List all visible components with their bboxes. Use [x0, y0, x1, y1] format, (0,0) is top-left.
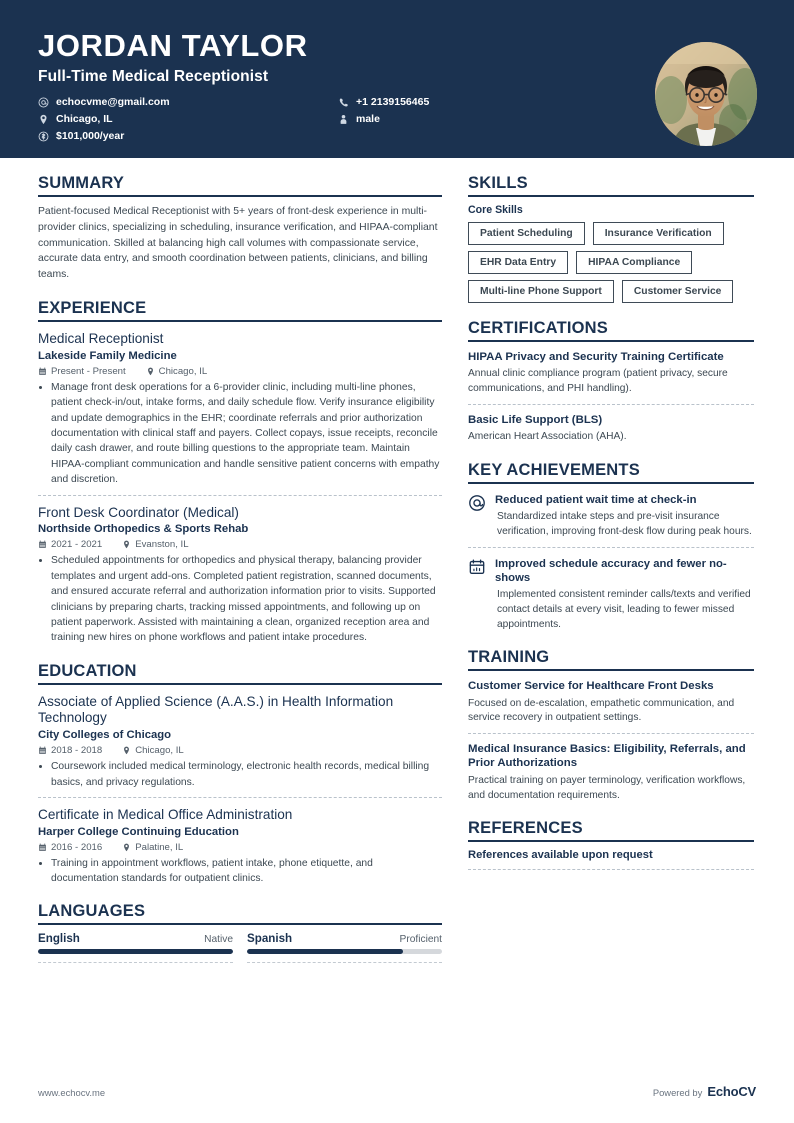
- email-icon: [38, 97, 49, 108]
- training-rule: [468, 669, 754, 671]
- skill-tag: Multi-line Phone Support: [468, 280, 614, 303]
- skills-tag-list: [468, 222, 754, 303]
- contact-gender-text: male: [356, 112, 380, 125]
- contact-salary-text: $101,000/year: [56, 129, 125, 142]
- language-progress-fill: [38, 949, 233, 954]
- calendar-icon: [38, 746, 47, 755]
- calendar-icon: [38, 367, 47, 376]
- experience-org: Northside Orthopedics & Sports Rehab: [38, 523, 249, 536]
- contact-location-text: Chicago, IL: [56, 112, 113, 125]
- experience-bullets: [38, 553, 442, 646]
- languages-row: [38, 932, 442, 963]
- contact-email[interactable]: [38, 97, 338, 108]
- language-name: Spanish: [247, 932, 293, 946]
- location-pin-icon: [122, 540, 131, 549]
- location-pin-icon: [38, 114, 49, 125]
- person-icon: [338, 114, 349, 125]
- section-languages: [38, 902, 442, 963]
- right-column: [468, 174, 754, 874]
- at-target-icon: [468, 494, 486, 512]
- language-progress-track: [247, 949, 442, 954]
- section-summary: [38, 174, 442, 283]
- location-pin-icon: [146, 367, 155, 376]
- skill-tag: EHR Data Entry: [468, 251, 568, 274]
- left-column: [38, 174, 442, 967]
- skills-heading: SKILLS: [468, 174, 528, 192]
- certification-desc: American Heart Association (AHA).: [468, 431, 627, 443]
- training-title: Customer Service for Healthcare Front Desks: [468, 680, 714, 693]
- skill-tag: Customer Service: [622, 280, 734, 303]
- language-item: [38, 932, 233, 963]
- language-progress-fill: [247, 949, 403, 954]
- language-item: [247, 932, 442, 963]
- certifications-heading: CERTIFICATIONS: [468, 319, 608, 337]
- section-certifications: [468, 319, 754, 445]
- avatar: [655, 42, 757, 146]
- candidate-job-title: Full-Time Medical Receptionist: [38, 67, 269, 85]
- achievement-entry: [468, 491, 754, 540]
- contact-email-text: echocvme@gmail.com: [56, 95, 170, 108]
- education-dates: 2018 - 2018: [51, 745, 103, 757]
- section-experience: [38, 299, 442, 646]
- education-location: Chicago, IL: [135, 745, 184, 757]
- references-text: References available upon request: [468, 849, 653, 862]
- entry-divider: [468, 404, 754, 405]
- experience-entry: [38, 329, 442, 488]
- achievement-title: Reduced patient wait time at check-in: [495, 493, 697, 506]
- language-progress-track: [38, 949, 233, 954]
- education-degree: Associate of Applied Science (A.A.S.) in Health Information Technology: [38, 693, 394, 726]
- calendar-chart-icon: [468, 558, 486, 576]
- section-education: [38, 662, 442, 886]
- language-divider: [247, 962, 442, 963]
- bullet: • Scheduled appointments for orthopedics and physical therapy, balancing provider templates and urgent add-ons. Completed patient registration, scanned documents, and ensured accurate referral and authorization information prior to visits. Supported clinicians by preparing charts, tracking missed appointments, and following up on patient paperwork. Assisted with maintaining a clean, organized reception area and training new hires on phone workflows and patient intake procedures.: [51, 553, 442, 646]
- training-desc: Practical training on payer terminology, verification workflows, and documentation requirements.: [468, 774, 746, 801]
- certification-title: Basic Life Support (BLS): [468, 413, 603, 426]
- education-bullets: [38, 759, 442, 790]
- footer-brand-name: EchoCV: [707, 1084, 756, 1099]
- experience-heading: EXPERIENCE: [38, 299, 147, 318]
- experience-org: Lakeside Family Medicine: [38, 349, 177, 362]
- resume-header: [0, 0, 794, 158]
- entry-divider: [38, 495, 442, 496]
- experience-role: Medical Receptionist: [38, 331, 164, 347]
- education-rule: [38, 683, 442, 685]
- section-key-achievements: [468, 461, 754, 632]
- entry-divider: [38, 797, 442, 798]
- contact-info-grid: [38, 97, 598, 142]
- experience-meta: [38, 366, 442, 377]
- achievement-title: Improved schedule accuracy and fewer no-shows: [495, 557, 727, 584]
- experience-location: Evanston, IL: [135, 539, 189, 551]
- achievement-desc: Standardized intake steps and pre-visit insurance verification, improving front-desk flow during peak hours.: [497, 510, 752, 537]
- contact-phone[interactable]: [338, 97, 598, 108]
- footer-url[interactable]: www.echocv.me: [38, 1087, 106, 1098]
- training-entry: [468, 678, 754, 726]
- summary-rule: [38, 195, 442, 197]
- certification-entry: [468, 349, 754, 397]
- location-pin-icon: [122, 746, 131, 755]
- phone-icon: [338, 97, 349, 108]
- summary-heading: SUMMARY: [38, 174, 125, 192]
- footer-powered-by-label: Powered by: [652, 1087, 703, 1098]
- certification-title: HIPAA Privacy and Security Training Certificate: [468, 351, 724, 363]
- salary-icon: [38, 131, 49, 142]
- education-heading: EDUCATION: [38, 661, 137, 680]
- experience-meta: [38, 539, 442, 550]
- calendar-icon: [38, 843, 47, 852]
- training-title: Medical Insurance Basics: Eligibility, Referrals, and Prior Authorizations: [468, 743, 746, 770]
- training-heading: TRAINING: [468, 648, 550, 667]
- education-degree: Certificate in Medical Office Administration: [38, 806, 293, 822]
- bullet: • Manage front desk operations for a 6-provider clinic, including multi-line phones, patient check-in/out, intake forms, and daily schedule flow. Verify insurance eligibility and update demographics in the EHR; coordinate referrals and prior authorization documentation with clinical staff and payers. Collect copays, issue receipts, reconcile daily cash drawer, and route billing questions to the appropriate team. Maintain HIPAA-compliant communication and handle sensitive patient concerns with empathy and discretion.: [51, 380, 442, 488]
- resume-body: [0, 158, 794, 967]
- summary-text: Patient-focused Medical Receptionist with 5+ years of front-desk experience in multi-provider clinics, specializing in scheduling, insurance verification, and HIPAA-compliant communication. Skilled at balancing high call volumes with compassionate service, accurate data entry, and smooth coordination between patients, clinicians, and billing teams.: [38, 206, 438, 281]
- section-training: [468, 648, 754, 803]
- achievement-entry: [468, 555, 754, 633]
- education-dates: 2016 - 2016: [51, 841, 103, 853]
- achievements-rule: [468, 482, 754, 484]
- language-divider: [38, 962, 233, 963]
- contact-location: [38, 114, 338, 125]
- skills-rule: [468, 195, 754, 197]
- skill-tag: HIPAA Compliance: [576, 251, 692, 274]
- entry-divider: [468, 547, 754, 548]
- education-school: City Colleges of Chicago: [38, 729, 172, 742]
- references-rule: [468, 840, 754, 842]
- language-name: English: [38, 932, 80, 946]
- education-meta: [38, 842, 442, 853]
- skill-tag: Insurance Verification: [593, 222, 724, 245]
- education-entry: [38, 805, 442, 886]
- achievement-desc: Implemented consistent reminder calls/texts and verified contact details at every visit, leading to fewer missed appointments.: [497, 588, 751, 630]
- experience-bullets: [38, 380, 442, 488]
- languages-heading: LANGUAGES: [38, 902, 146, 921]
- language-level: Native: [204, 934, 233, 946]
- language-level: Proficient: [399, 934, 442, 946]
- education-location: Palatine, IL: [135, 841, 184, 853]
- experience-dates: Present - Present: [51, 365, 126, 377]
- experience-role: Front Desk Coordinator (Medical): [38, 504, 239, 520]
- skills-subheading: Core Skills: [468, 204, 523, 216]
- entry-divider: [468, 733, 754, 734]
- contact-salary: [38, 131, 338, 142]
- languages-rule: [38, 923, 442, 925]
- experience-entry: [38, 503, 442, 646]
- location-pin-icon: [122, 843, 131, 852]
- certification-desc: Annual clinic compliance program (patient privacy, secure communications, and PHI handling).: [468, 368, 728, 395]
- experience-dates: 2021 - 2021: [51, 539, 103, 551]
- training-entry: [468, 741, 754, 803]
- footer-branding: [653, 1084, 756, 1099]
- skill-tag: Patient Scheduling: [468, 222, 585, 245]
- section-references: [468, 819, 754, 870]
- experience-rule: [38, 320, 442, 322]
- contact-phone-text: +1 2139156465: [356, 95, 430, 108]
- experience-location: Chicago, IL: [158, 365, 208, 377]
- candidate-name: JORDAN TAYLOR: [38, 28, 308, 63]
- education-school: Harper College Continuing Education: [38, 825, 239, 838]
- resume-footer: [38, 1084, 756, 1099]
- education-entry: [38, 692, 442, 790]
- references-divider: [468, 869, 754, 870]
- section-skills: [468, 174, 754, 303]
- bullet: • Coursework included medical terminology, electronic health records, medical billing basics, and privacy regulations.: [51, 759, 442, 790]
- education-bullets: [38, 856, 442, 887]
- achievements-heading: KEY ACHIEVEMENTS: [468, 460, 640, 479]
- calendar-icon: [38, 540, 47, 549]
- certifications-rule: [468, 340, 754, 342]
- references-heading: REFERENCES: [468, 819, 583, 838]
- training-desc: Focused on de-escalation, empathetic communication, and service recovery in outpatient settings.: [468, 697, 735, 724]
- bullet: • Training in appointment workflows, patient intake, phone etiquette, and documentation standards for outpatient clinics.: [51, 856, 442, 887]
- certification-entry: [468, 412, 754, 445]
- education-meta: [38, 745, 442, 756]
- contact-gender: [338, 114, 598, 125]
